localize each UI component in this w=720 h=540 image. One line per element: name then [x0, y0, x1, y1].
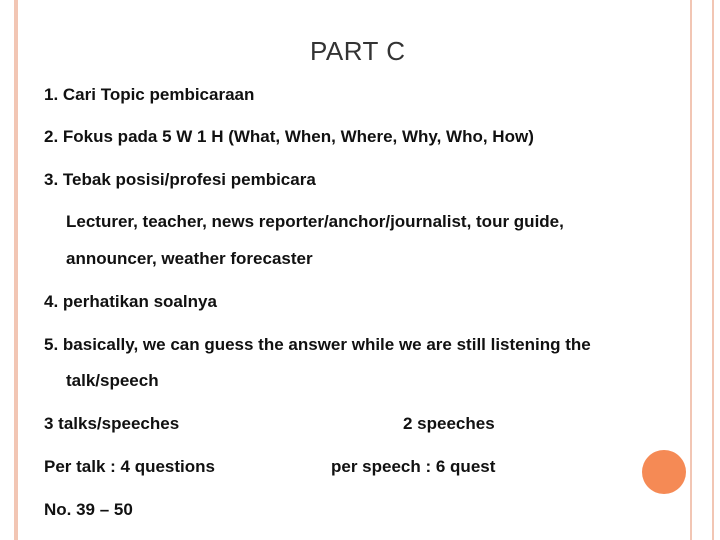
item-5-continued: talk/speech [66, 371, 159, 390]
professions-line-1: Lecturer, teacher, news reporter/anchor/journalist, tour guide, [66, 212, 564, 231]
item-1: 1. Cari Topic pembicaraan [44, 85, 255, 104]
item-4: 4. perhatikan soalnya [44, 292, 217, 311]
professions-line-2: announcer, weather forecaster [66, 249, 313, 268]
right-frame-decoration [690, 0, 714, 540]
item-5: 5. basically, we can guess the answer while we are still listening the [44, 335, 591, 354]
question-numbers: No. 39 – 50 [44, 500, 133, 519]
per-talk-questions: Per talk : 4 questions [44, 457, 215, 476]
item-2: 2. Fokus pada 5 W 1 H (What, When, Where, Why, Who, How) [44, 127, 534, 146]
slide-title: PART C [310, 36, 406, 66]
talks-count: 3 talks/speeches [44, 414, 180, 433]
accent-circle [642, 450, 686, 494]
per-speech-questions: per speech : 6 quest [331, 457, 496, 476]
left-frame-decoration [14, 0, 18, 540]
item-3: 3. Tebak posisi/profesi pembicara [44, 170, 316, 189]
speeches-count: 2 speeches [403, 414, 495, 433]
